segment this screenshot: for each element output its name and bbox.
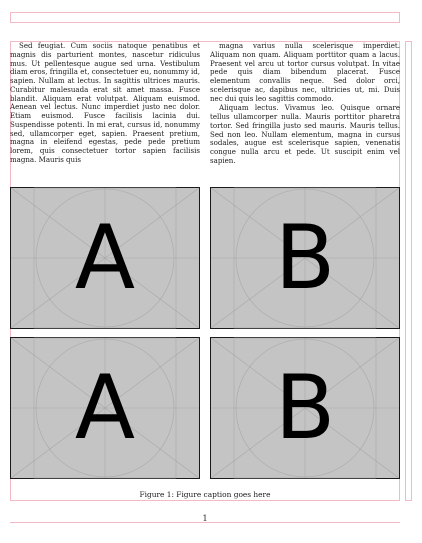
paragraph: Sed feugiat. Cum sociis natoque penatibus et magnis dis parturient montes, nascetur ridiculus mus. Ut pellentesque augue sed urna. Vestibulum diam eros, fringilla et, consectetuer eu, nonummy id, sapien. Nullam at lectus. In sagittis ultrices mauris. Curabitur malesuada erat sit amet massa. Fusce blandit. Aliquam erat volutpat. Aliquam euismod. Aenean vel lectus. Nunc imperdiet justo nec dolor. Etiam euismod. Fusce facilisis lacinia dui. Suspendisse potenti. In mi erat, cursus id, nonummy sed, ullamcorper eget, sapien. Praesent pretium, magna in eleifend egestas, pede pede pretium lorem, quis consectetuer tortor sapien facilisis magna. Mauris quis: [10, 41, 200, 164]
panel-letter: A: [74, 356, 136, 459]
right-column: [210, 42, 400, 166]
panel-letter: A: [74, 206, 136, 309]
figure-panel-bottom-left: [10, 337, 200, 479]
panel-letter: B: [274, 206, 336, 309]
figure-panel-top-left: [10, 187, 200, 329]
paragraph: Aliquam lectus. Vivamus leo. Quisque ornare tellus ullamcorper nulla. Mauris porttitor pharetra tortor. Sed fringilla justo sed mauris. Mauris tellus. Sed non leo. Nullam elementum, magna in cursus sodales, augue est scelerisque sapien, venenatis congue nulla arcu et pede. Ut suscipit enim vel sapien.: [210, 103, 400, 165]
figure-panel-top-right: [210, 187, 400, 329]
page-number: 1: [202, 514, 208, 523]
panel-letter: B: [274, 356, 336, 459]
margin-note-frame: [405, 41, 412, 501]
placeholder-image: [10, 337, 200, 479]
placeholder-image: [10, 187, 200, 329]
placeholder-image: [210, 337, 400, 479]
figure-caption: Figure 1: Figure caption goes here: [139, 490, 271, 499]
left-column: [10, 42, 200, 165]
placeholder-image: [210, 187, 400, 329]
figure-panel-bottom-right: [210, 337, 400, 479]
paragraph: magna varius nulla scelerisque imperdiet. Aliquam non quam. Aliquam porttitor quam a lacus. Praesent vel arcu ut tortor cursus volutpat. In vitae pede quis diam bibendum placerat. Fusce elementum convallis neque. Sed dolor orci, scelerisque ac, dapibus nec, ultricies ut, mi. Duis nec dui quis leo sagittis commodo.: [210, 41, 400, 103]
header-frame: [10, 12, 400, 23]
